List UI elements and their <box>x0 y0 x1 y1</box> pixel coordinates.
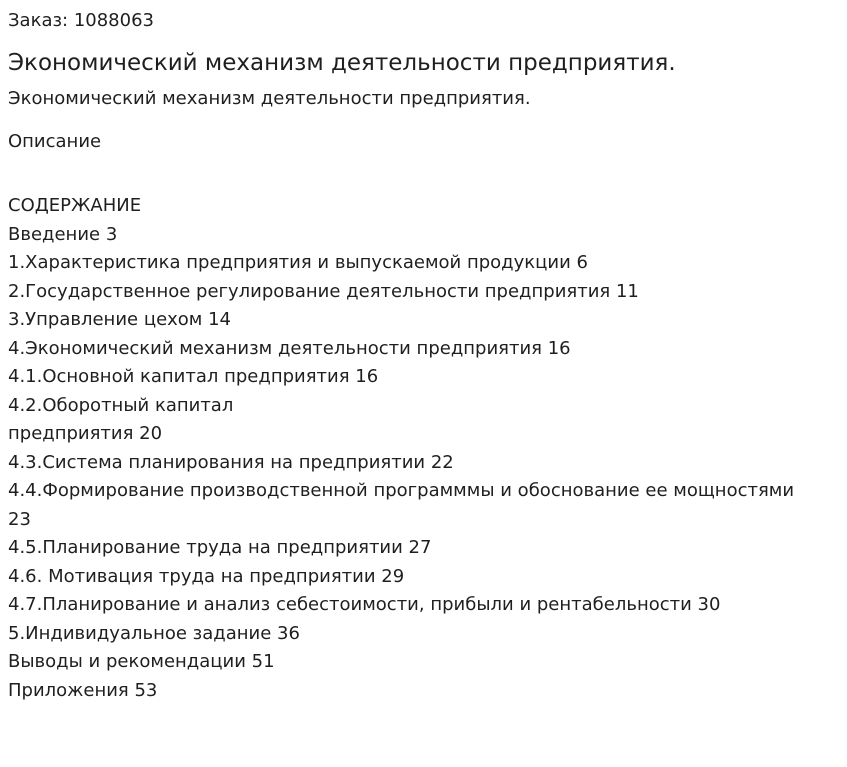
toc-line: Выводы и рекомендации 51 <box>8 651 275 672</box>
toc-line: 1.Характеристика предприятия и выпускаемой продукции 6 <box>8 252 588 273</box>
table-of-contents <box>8 192 843 705</box>
toc-line: 23 <box>8 508 31 530</box>
description-heading: Описание <box>8 131 102 152</box>
toc-line: 3.Управление цехом 14 <box>8 309 232 330</box>
toc-line: предприятия 20 <box>8 423 163 444</box>
toc-line: 4.7.Планирование и анализ себестоимости, прибыли и рентабельности 30 <box>8 594 721 615</box>
toc-line: 4.4.Формирование производственной программмы и обоснование ее мощностями <box>8 480 795 501</box>
toc-line: СОДЕРЖАНИЕ <box>8 195 142 216</box>
toc-line: 5.Индивидуальное задание 36 <box>8 622 300 644</box>
toc-line: 4.5.Планирование труда на предприятии 27 <box>8 537 432 558</box>
toc-line: 4.3.Система планирования на предприятии 22 <box>8 451 454 473</box>
page-subtitle: Экономический механизм деятельности предприятия. <box>8 88 531 109</box>
toc-line: 4.6. Мотивация труда на предприятии 29 <box>8 565 405 587</box>
toc-line: 4.1.Основной капитал предприятия 16 <box>8 366 379 387</box>
page-title: Экономический механизм деятельности предприятия. <box>8 50 676 76</box>
toc-line: 2.Государственное регулирование деятельности предприятия 11 <box>8 280 639 302</box>
order-number: Заказ: 1088063 <box>8 10 154 31</box>
toc-line: Приложения 53 <box>8 679 158 701</box>
toc-line: 4.2.Оборотный капитал <box>8 394 234 416</box>
toc-line: Введение 3 <box>8 223 118 245</box>
toc-line: 4.Экономический механизм деятельности предприятия 16 <box>8 337 571 359</box>
